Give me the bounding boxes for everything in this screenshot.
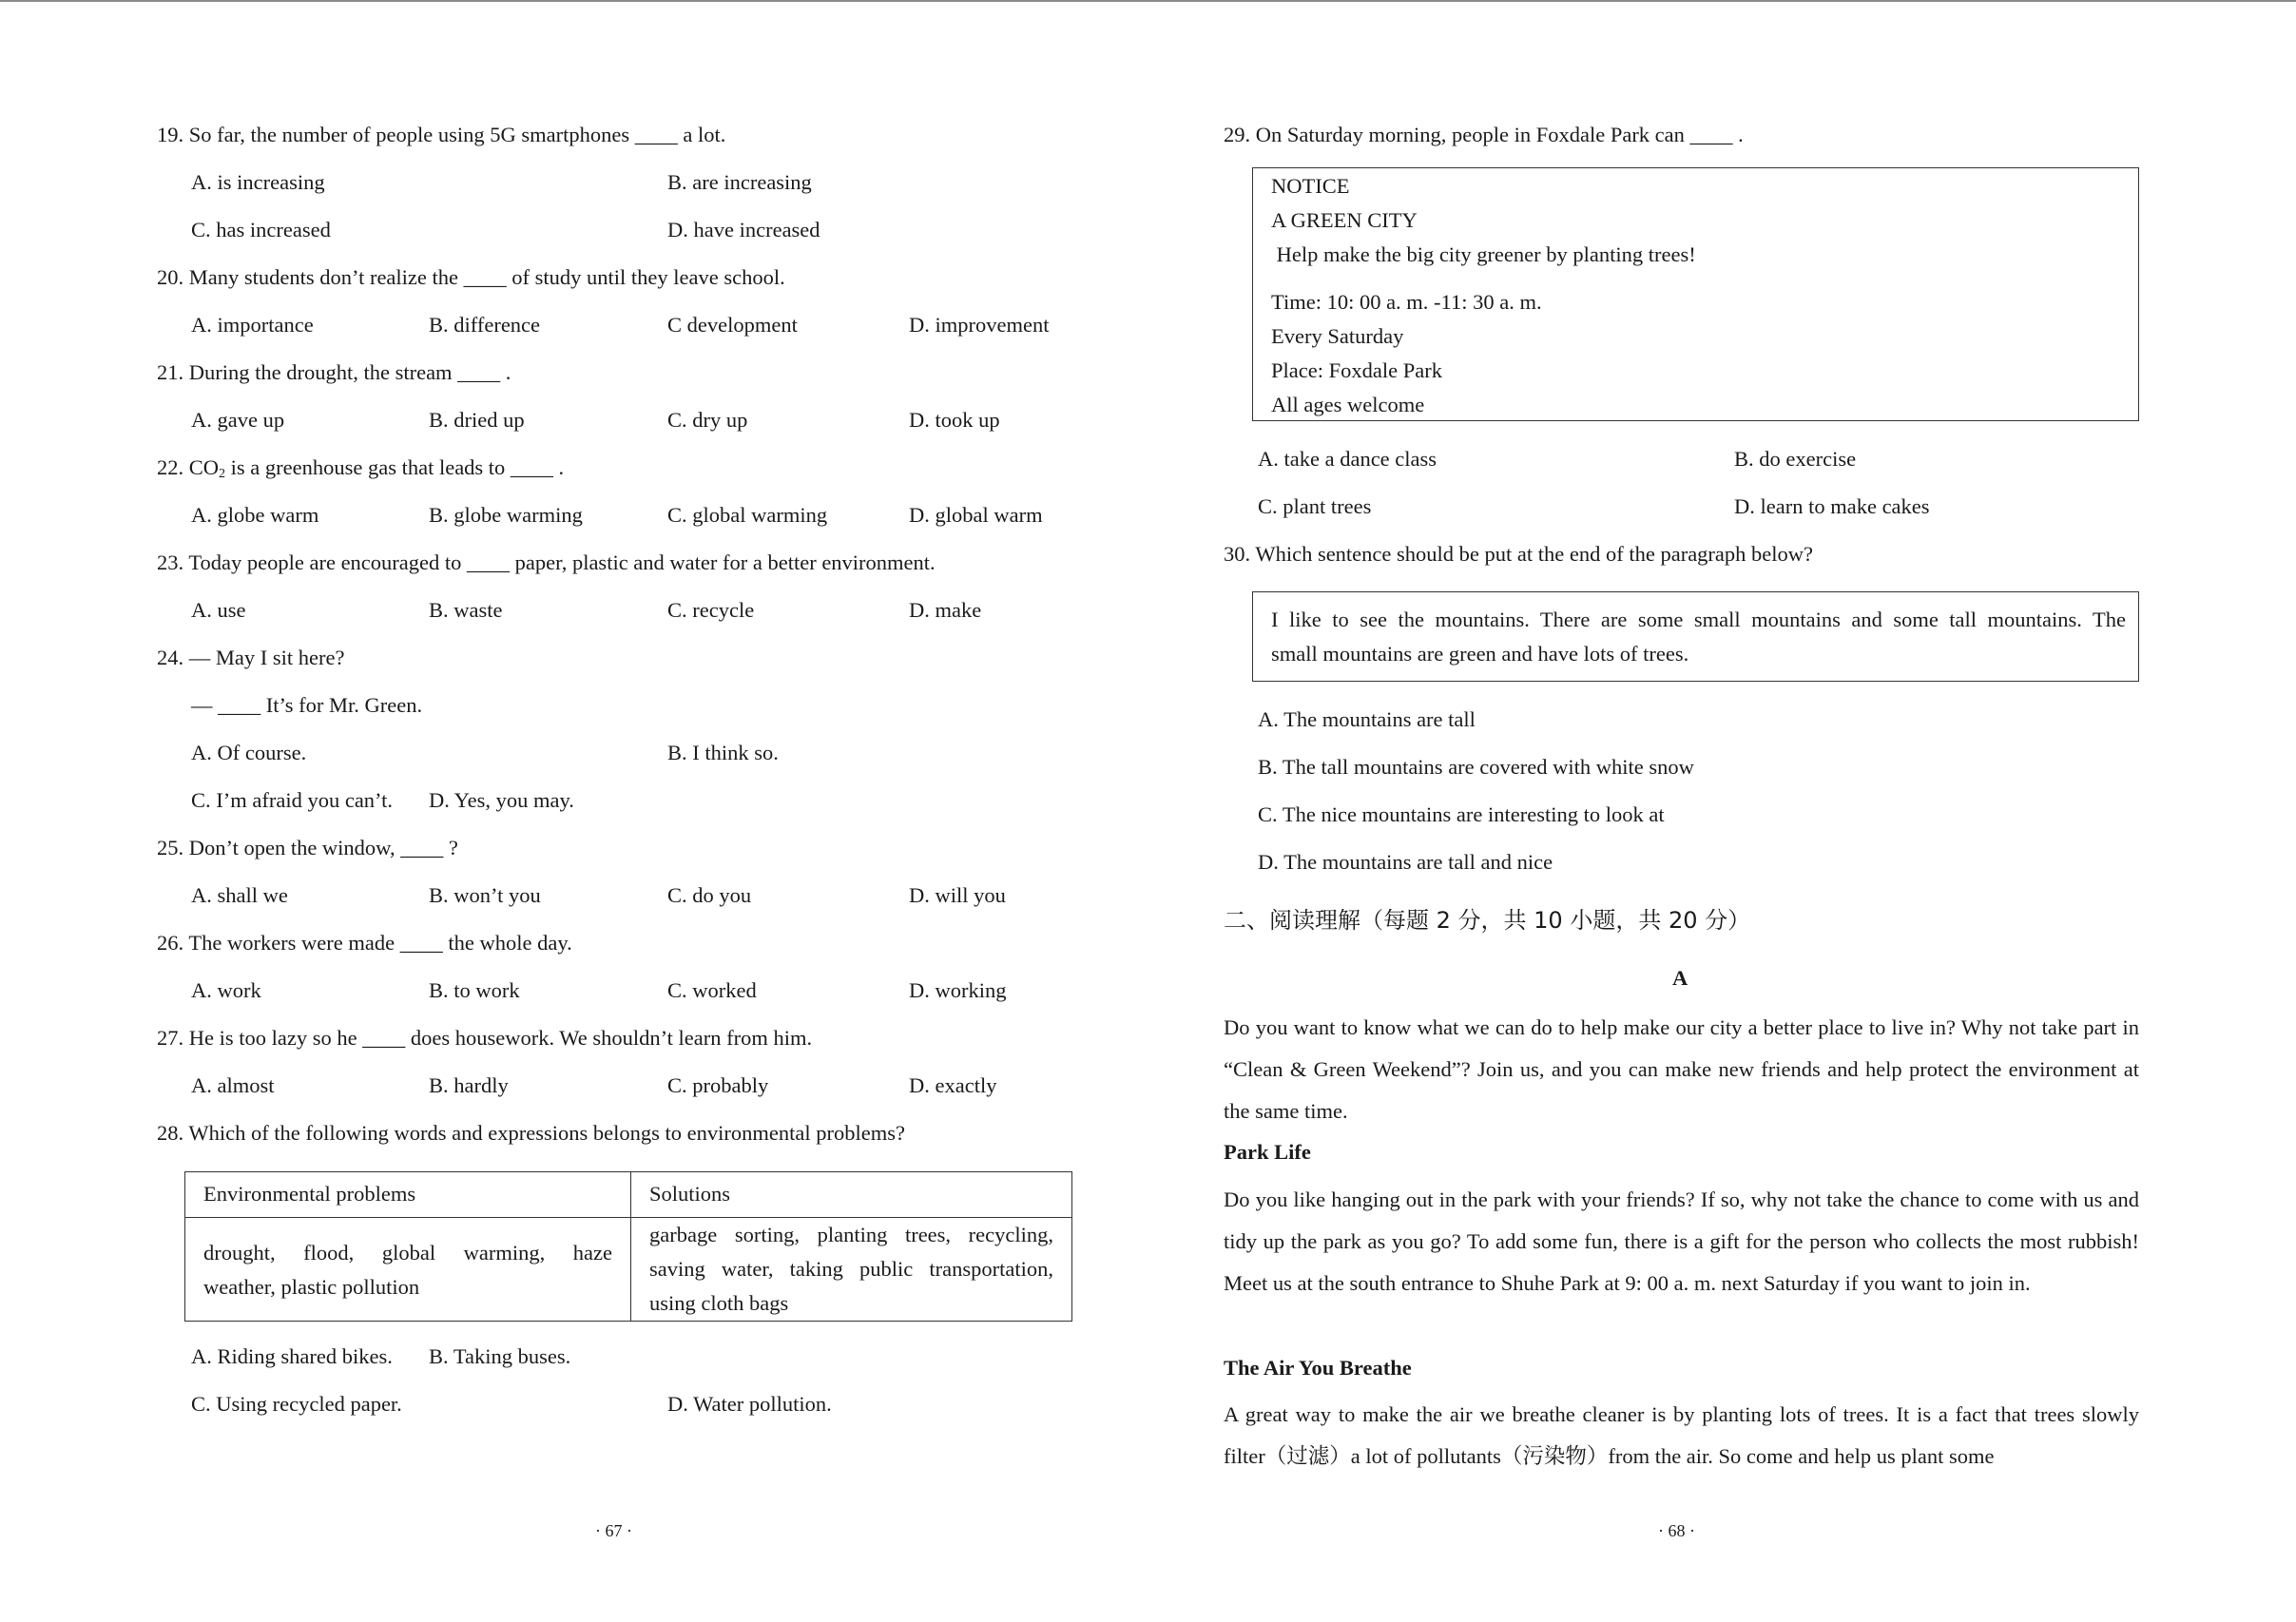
option-19c: C. has increased (191, 218, 331, 241)
option-27a: A. almost (191, 1073, 275, 1097)
paragraph-box-line-1: I like to see the mountains. There are some small mountains and some tall mountains. The (1271, 608, 2126, 631)
option-29a: A. take a dance class (1258, 447, 1437, 471)
option-24a: A. Of course. (191, 741, 307, 764)
solutions-line-1: garbage sorting, planting trees, recycling, (649, 1223, 1053, 1246)
option-20c: C development (667, 313, 798, 337)
section-title-reading: 二、阅读理解（每题 2 分，共 10 小题，共 20 分） (1224, 907, 1751, 934)
option-27d: D. exactly (909, 1073, 997, 1097)
question-30: 30. Which sentence should be put at the end of the paragraph below? (1224, 542, 1814, 566)
question-21: 21. During the drought, the stream ____ . (157, 360, 511, 384)
question-22-subscript: 2 (219, 467, 226, 481)
option-25a: A. shall we (191, 883, 288, 907)
question-20: 20. Many students don’t realize the ____ of study until they leave school. (157, 265, 785, 289)
problems-line-2: weather, plastic pollution (203, 1275, 420, 1299)
option-27b: B. hardly (429, 1073, 509, 1097)
option-24c: C. I’m afraid you can’t. (191, 788, 394, 812)
air-paragraph: A great way to make the air we breathe cleaner is by planting lots of trees. It is a fact that trees slowly filter（过滤）a lot of pollutants（污染物）from the air. So come and help us plant some (1224, 1402, 2139, 1468)
notice-time: Time: 10: 00 a. m. -11: 30 a. m. (1271, 290, 1542, 314)
question-28: 28. Which of the following words and expressions belongs to environmental problems? (157, 1121, 905, 1145)
notice-ages: All ages welcome (1271, 393, 1425, 416)
question-22-pre: 22. CO (157, 455, 220, 479)
notice-title: A GREEN CITY (1271, 208, 1418, 232)
option-19b: B. are increasing (667, 170, 812, 194)
table-header-solutions: Solutions (631, 1172, 1072, 1218)
option-29d: D. learn to make cakes (1734, 494, 1930, 518)
option-25b: B. won’t you (429, 883, 541, 907)
option-25c: C. do you (667, 883, 752, 907)
page-number-left: · 67 · (595, 1521, 632, 1540)
notice-slogan: Help make the big city greener by planting trees! (1271, 242, 1696, 266)
paragraph-box (1252, 591, 2139, 682)
option-25d: D. will you (909, 883, 1006, 907)
problems-line-1: drought, flood, global warming, haze (203, 1241, 612, 1265)
option-23c: C. recycle (667, 598, 755, 622)
question-22-post: is a greenhouse gas that leads to ____ . (225, 455, 565, 479)
option-22b: B. globe warming (429, 503, 583, 527)
table-cell-problems (185, 1218, 631, 1322)
notice-heading: NOTICE (1271, 174, 1350, 198)
question-27: 27. He is too lazy so he ____ does housework. We shouldn’t learn from him. (157, 1026, 813, 1050)
option-28c: C. Using recycled paper. (191, 1392, 402, 1416)
notice-place: Place: Foxdale Park (1271, 358, 1442, 382)
option-23a: A. use (191, 598, 246, 622)
notice-box (1252, 167, 2139, 421)
option-30a: A. The mountains are tall (1258, 707, 1476, 731)
table-row (185, 1218, 1072, 1322)
question-19: 19. So far, the number of people using 5G smartphones ____ a lot. (157, 123, 726, 146)
question-22 (157, 457, 564, 479)
option-20b: B. difference (429, 313, 541, 337)
option-26b: B. to work (429, 978, 520, 1002)
option-24d: D. Yes, you may. (429, 788, 574, 812)
option-23b: B. waste (429, 598, 503, 622)
option-26d: D. working (909, 978, 1007, 1002)
option-20a: A. importance (191, 313, 314, 337)
option-30c: C. The nice mountains are interesting to look at (1258, 802, 1665, 826)
notice-day: Every Saturday (1271, 324, 1404, 348)
option-19a: A. is increasing (191, 170, 325, 194)
option-19d: D. have increased (667, 218, 820, 241)
option-30d: D. The mountains are tall and nice (1258, 850, 1553, 874)
option-22c: C. global warming (667, 503, 828, 527)
table-cell-solutions (631, 1218, 1072, 1322)
option-21a: A. gave up (191, 408, 285, 432)
option-21d: D. took up (909, 408, 1000, 432)
passage-letter: A (1672, 966, 1688, 990)
option-26c: C. worked (667, 978, 757, 1002)
question-23: 23. Today people are encouraged to ____ paper, plastic and water for a better environment. (157, 550, 936, 574)
option-28d: D. Water pollution. (667, 1392, 832, 1416)
option-27c: C. probably (667, 1073, 769, 1097)
question-26: 26. The workers were made ____ the whole day. (157, 931, 572, 955)
table-header-problems: Environmental problems (185, 1172, 631, 1218)
option-21b: B. dried up (429, 408, 525, 432)
intro-paragraph: Do you want to know what we can do to help make our city a better place to live in? Why not take part in “Clean & Green Weekend”? Join us, and you can make new friends and help protect the environment at the same time. (1224, 1015, 2139, 1123)
question-24-reply: — ____ It’s for Mr. Green. (191, 693, 423, 717)
option-28b: B. Taking buses. (429, 1344, 571, 1368)
table-header-row (185, 1172, 1072, 1218)
question-25: 25. Don’t open the window, ____ ? (157, 836, 458, 859)
option-29b: B. do exercise (1734, 447, 1857, 471)
option-28a: A. Riding shared bikes. (191, 1344, 393, 1368)
solutions-line-2: saving water, taking public transportation, (649, 1257, 1053, 1281)
option-22d: D. global warm (909, 503, 1043, 527)
option-20d: D. improvement (909, 313, 1050, 337)
option-29c: C. plant trees (1258, 494, 1372, 518)
option-30b: B. The tall mountains are covered with white snow (1258, 755, 1694, 779)
option-24b: B. I think so. (667, 741, 779, 764)
option-21c: C. dry up (667, 408, 748, 432)
question-24: 24. — May I sit here? (157, 646, 345, 669)
right-page (1148, 0, 2296, 1622)
air-heading: The Air You Breathe (1224, 1356, 1412, 1380)
paragraph-box-line-2: small mountains are green and have lots of trees. (1271, 642, 1689, 666)
page-number-right: · 68 · (1658, 1521, 1695, 1540)
solutions-line-3: using cloth bags (649, 1291, 789, 1315)
park-life-heading: Park Life (1224, 1140, 1311, 1164)
park-life-paragraph: Do you like hanging out in the park with your friends? If so, why not take the chance to come with us and tidy up the park as you go? To add some fun, there is a gift for the person who collects the most rubbish! Meet us at the south entrance to Shuhe Park at 9: 00 a. m. next Saturday if you want to join in. (1224, 1188, 2139, 1295)
environment-table (184, 1171, 1072, 1322)
option-22a: A. globe warm (191, 503, 319, 527)
question-29: 29. On Saturday morning, people in Foxdale Park can ____ . (1224, 123, 1744, 146)
option-26a: A. work (191, 978, 261, 1002)
option-23d: D. make (909, 598, 982, 622)
